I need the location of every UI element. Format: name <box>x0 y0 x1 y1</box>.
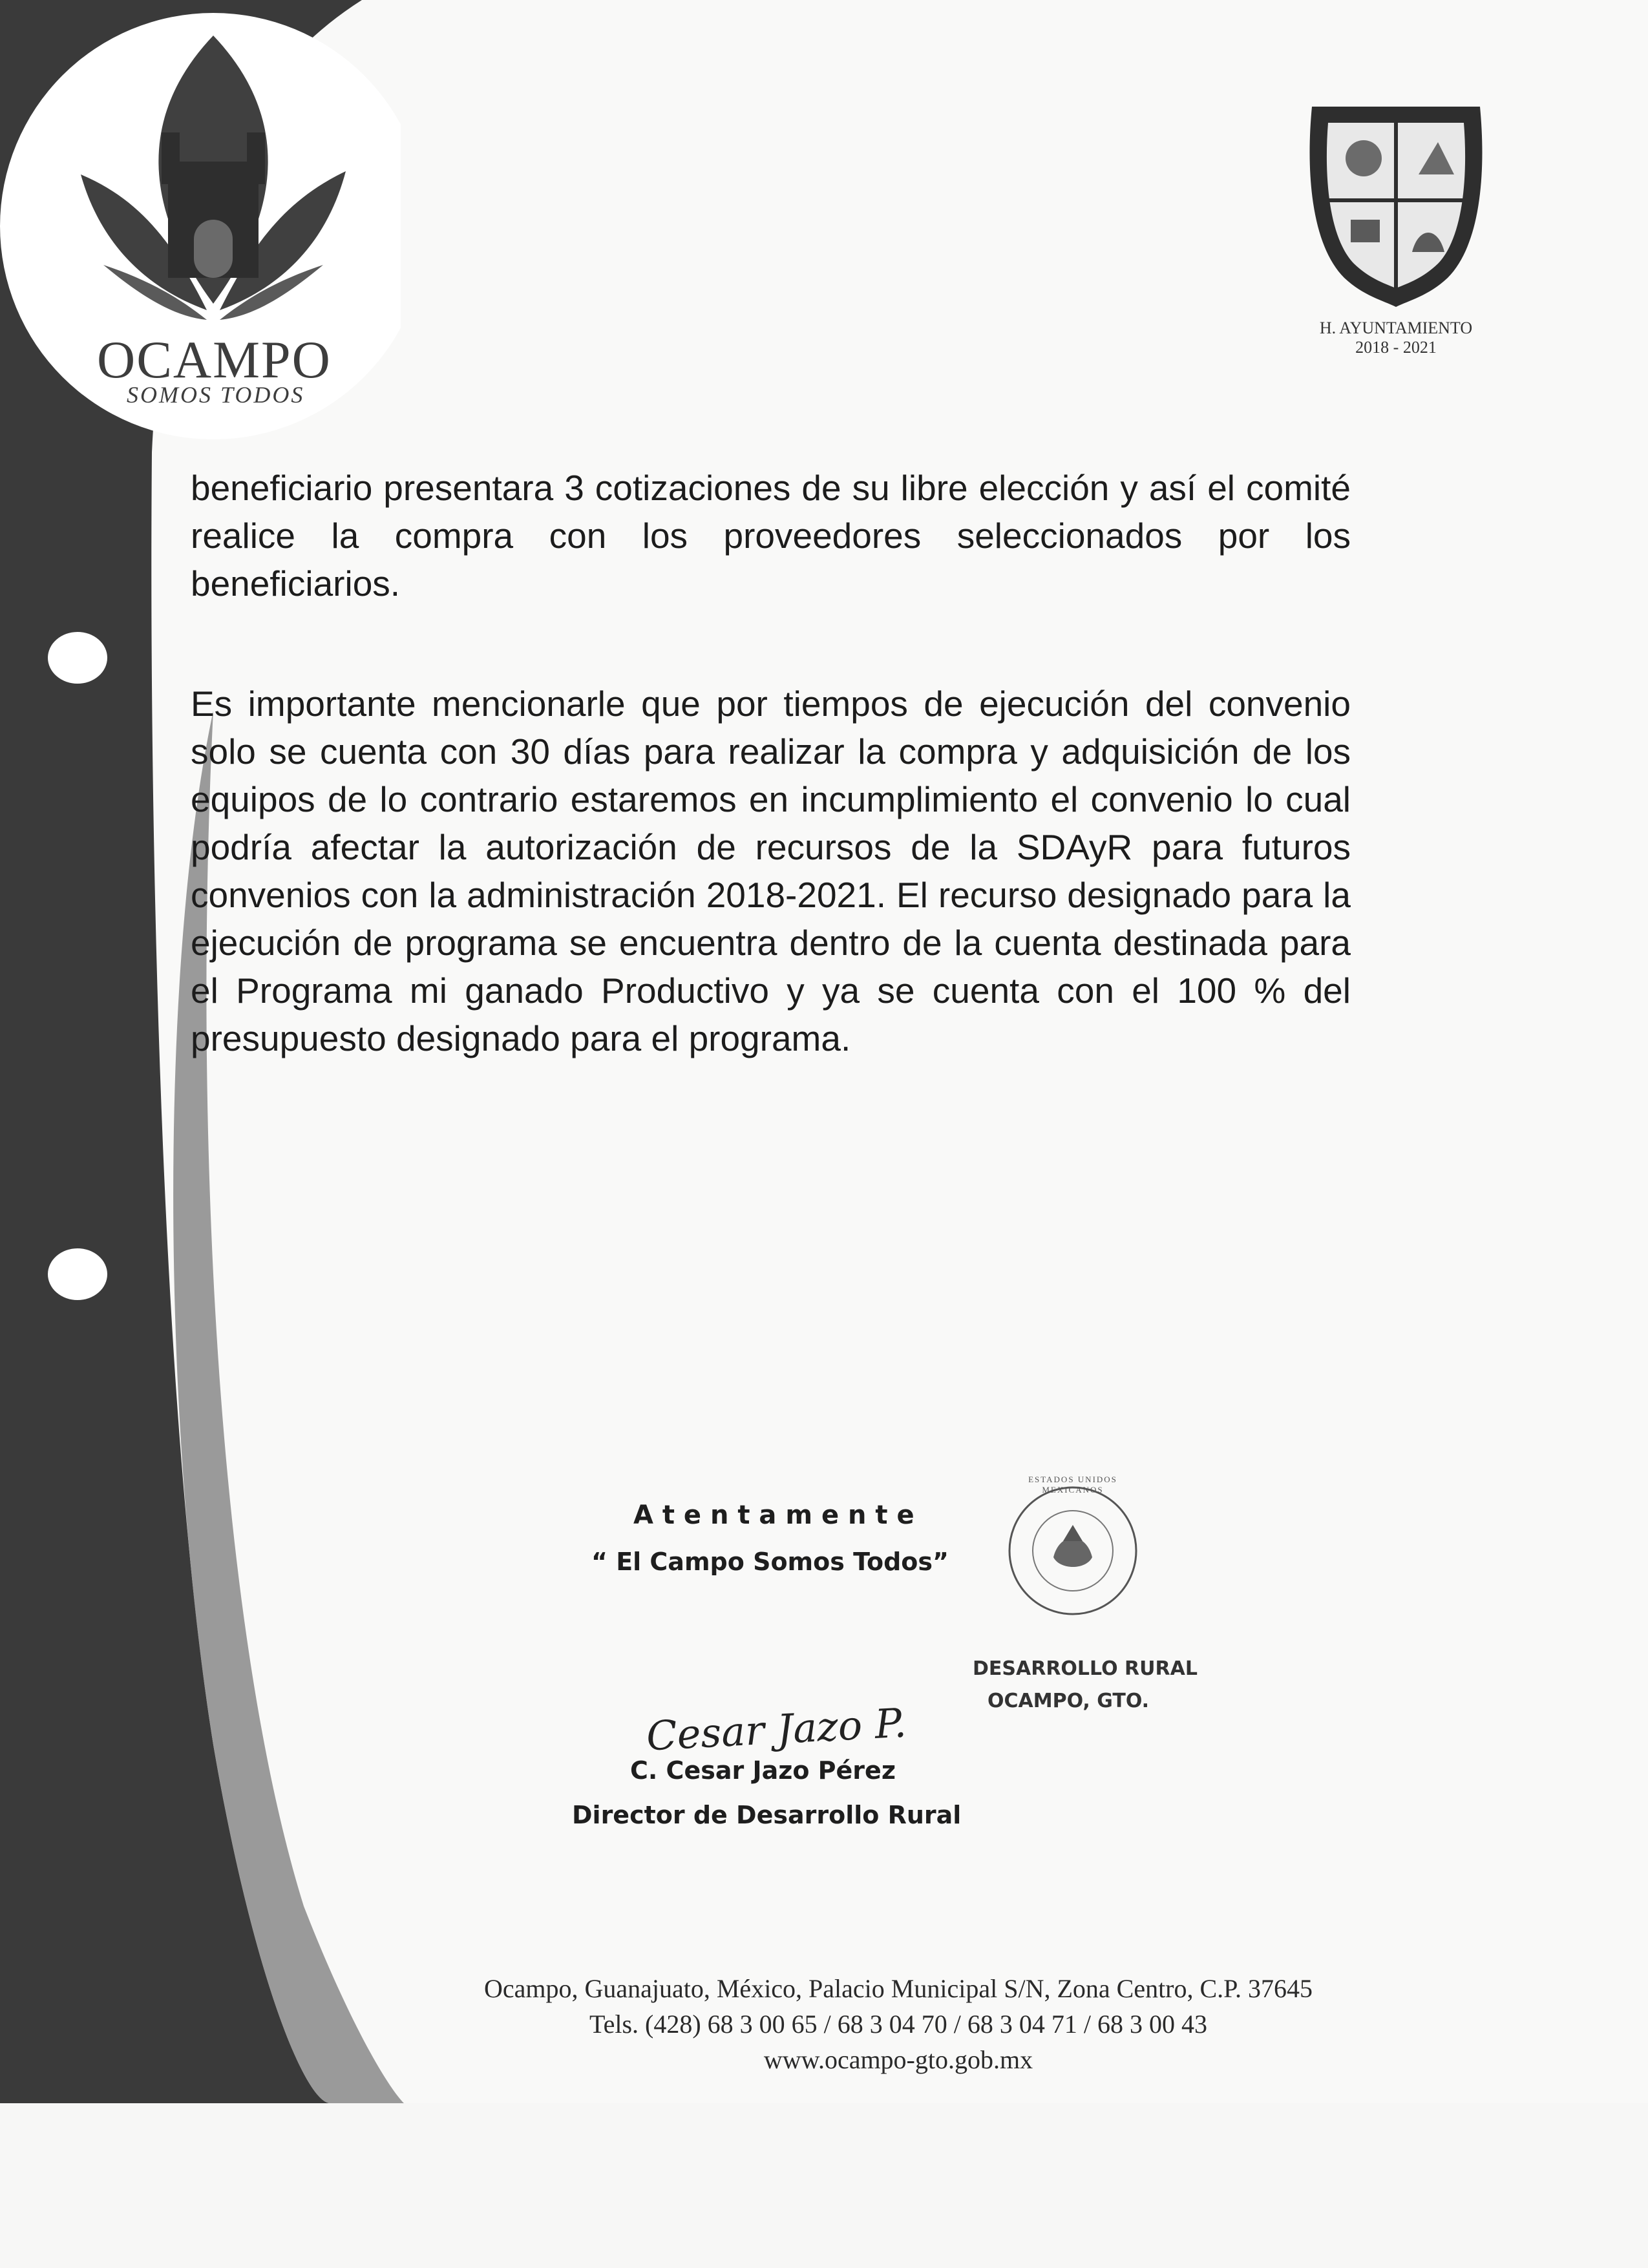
footer-address: Ocampo, Guanajuato, México, Palacio Municipal S/N, Zona Centro, C.P. 37645 <box>483 1974 1313 2003</box>
footer-website: www.ocampo-gto.gob.mx <box>763 2045 1033 2074</box>
handwritten-signature: Cesar Jazo P. <box>645 1699 908 1760</box>
logo-tagline: SOMOS TODOS <box>127 382 305 408</box>
shield-caption-line2: 2018 - 2021 <box>1355 338 1437 357</box>
stamp-line-1: DESARROLLO RURAL <box>973 1657 1198 1680</box>
shield-caption-line1: H. AYUNTAMIENTO <box>1319 319 1473 337</box>
stamp-line-2: OCAMPO, GTO. <box>988 1690 1150 1712</box>
footer-phones: Tels. (428) 68 3 00 65 / 68 3 04 70 / 68 3 04 71 / 68 3 00 43 <box>589 2010 1208 2039</box>
punch-hole-top <box>48 632 107 684</box>
signer-title: Director de Desarrollo Rural <box>572 1801 962 1829</box>
closing-salutation: A t e n t a m e n t e <box>633 1500 914 1530</box>
body-paragraph-1: beneficiario presentara 3 cotizaciones de su libre elección y así el comité realice la compra con los proveedores seleccionados por los beneficiarios. <box>191 468 1351 604</box>
seal-ring-text: ESTADOS UNIDOS MEXICANOS <box>1028 1475 1117 1495</box>
closing-motto: “ El Campo Somos Todos” <box>591 1548 949 1576</box>
letter-body <box>191 464 1351 1135</box>
signer-name: C. Cesar Jazo Pérez <box>630 1756 896 1785</box>
shield-caption <box>1286 319 1506 357</box>
punch-hole-bottom <box>48 1248 107 1300</box>
body-paragraph-2: Es importante mencionarle que por tiempos de ejecución del convenio solo se cuenta con 30 días para realizar la compra y adquisición de los equipos de lo contrario estaremos en incumplimiento el convenio lo cual podría afectar la autorización de recursos de la SDAyR para futuros convenios con la administración 2018-2021. El recurso designado para la ejecución de programa se encuentra dentro de la cuenta destinada para el Programa mi ganado Productivo y ya se cuenta con el 100 % del presupuesto designado para el programa. <box>191 684 1351 1058</box>
logo-name: OCAMPO <box>97 330 332 389</box>
municipal-shield-icon <box>1299 97 1493 310</box>
official-seal-icon <box>1002 1480 1144 1622</box>
